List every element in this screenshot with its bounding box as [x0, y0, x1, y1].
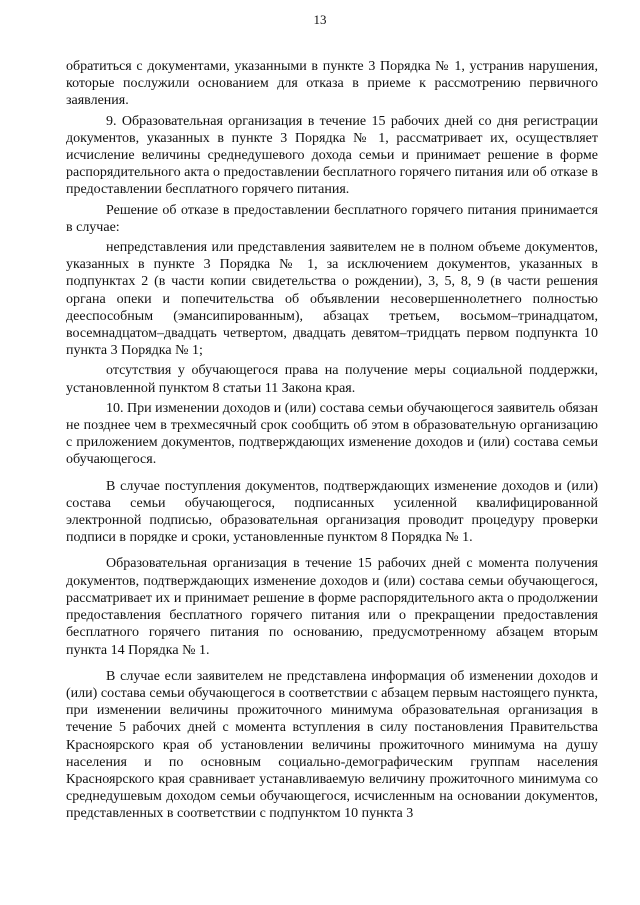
paragraph-decision: Образовательная организация в течение 15 рабочих дней с момента получения документов, подтверждающих изменение доходов и (или) состава семьи обучающегося, рассматривает их и принимает решение в форме распорядительного акта о продолжении предоставления бесплатного горячего питания или о прекращении предоставления бесплатного горячего питания по основанию, предусмотренному абзацем вторым пункта 14 Порядка № 1.	[66, 556, 598, 658]
paragraph-refusal-reason-1: непредставления или представления заявителем не в полном объеме документов, указанных в пункте 3 Порядка № 1, за исключением документов, указанных в подпунктах 2 (в части копии свидетельства о рождении), 3, 5, 8, 9 (в части решения органа опеки и попечительства об объявлении несовершеннолетнего полностью дееспособным (эмансипированным), абзацах третьем, восьмом–тринадцатом, восемнадцатом–двадцать четвертом, двадцать девятом–тридцать первом подпункта 10 пункта 3 Порядка № 1;	[66, 240, 598, 359]
page-number: 13	[313, 12, 327, 27]
paragraph-no-info: В случае если заявителем не представлена информация об изменении доходов и (или) состава семьи обучающегося в соответствии с абзацем первым настоящего пункта, при изменении величины прожиточного минимума образовательная организация в течение 5 рабочих дней с момента вступления в силу постановления Правительства Красноярского края об установлении величины прожиточного минимума на душу населения и по основным социально-демографическим группам населения Красноярского края сравнивает устанавливаемую величину прожиточного минимума со среднедушевым доходом семьи обучающегося, исчисленным на основании документов, представленных в соответствии с подпунктом 10 пункта 3	[66, 668, 598, 822]
paragraph-continuation: обратиться с документами, указанными в пункте 3 Порядка № 1, устранив нарушения, которые послужили основанием для отказа в приеме к рассмотрению первичного заявления.	[66, 59, 598, 109]
paragraph-refusal-reason-2: отсутствия у обучающегося права на получение меры социальной поддержки, установленной пунктом 8 статьи 11 Закона края.	[66, 363, 598, 396]
paragraph-item-10: 10. При изменении доходов и (или) состава семьи обучающегося заявитель обязан не позднее чем в трехмесячный срок сообщить об этом в образовательную организацию с приложением документов, подтверждающих изменение доходов и (или) состава семьи обучающегося.	[66, 400, 598, 468]
paragraph-refusal-intro: Решение об отказе в предоставлении бесплатного горячего питания принимается в случае:	[66, 202, 598, 235]
document-body	[66, 58, 598, 826]
paragraph-item-9: 9. Образовательная организация в течение 15 рабочих дней со дня регистрации документов, указанных в пункте 3 Порядка № 1, рассматривает их, осуществляет исчисление величины среднедушевого дохода семьи и принимает решение в форме распорядительного акта о предоставлении бесплатного горячего питания или об отказе в предоставлении бесплатного горячего питания.	[66, 113, 598, 198]
paragraph-signature-check: В случае поступления документов, подтверждающих изменение доходов и (или) состава семьи обучающегося, подписанных усиленной квалифицированной электронной подписью, образовательная организация проводит процедуру проверки подписи в порядке и сроки, установленные пунктом 8 Порядка № 1.	[66, 478, 598, 546]
